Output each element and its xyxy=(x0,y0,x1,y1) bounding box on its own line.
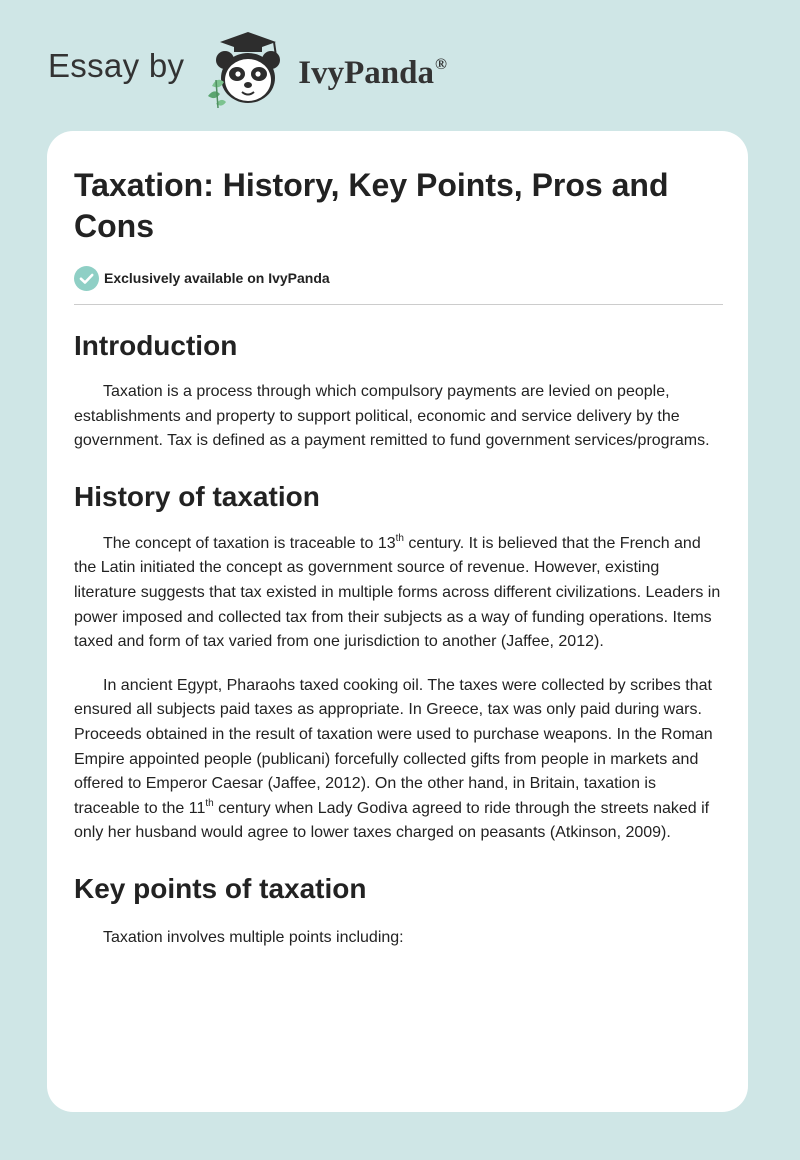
section-heading-introduction: Introduction xyxy=(74,330,238,361)
page-title: Taxation: History, Key Points, Pros and Cons xyxy=(74,167,669,244)
badge-text: Exclusively available on IvyPanda xyxy=(104,270,330,286)
paragraph-history-2 xyxy=(74,674,722,846)
paragraph-introduction: Taxation is a process through which compulsory payments are levied on people, establishments and property to support political, economic and service delivery by the government. Tax is defined as a payment remitted to fund government services/programs. xyxy=(74,383,710,450)
brand-header[interactable] xyxy=(48,30,447,110)
ordinal-suffix: th xyxy=(395,532,404,544)
paragraph-key-points: Taxation involves multiple points including: xyxy=(103,928,404,946)
exclusive-badge xyxy=(74,265,722,291)
panda-logo-icon xyxy=(198,30,294,110)
paragraph-history-1 xyxy=(74,532,722,655)
paragraph-text: The concept of taxation is traceable to 13 xyxy=(103,534,396,552)
paragraph-text: century when Lady Godiva agreed to ride through the streets naked if only her husband would agree to lower taxes charged on peasants (Atkinson, 2009). xyxy=(74,799,710,842)
brand-name xyxy=(298,55,447,92)
check-badge-icon xyxy=(74,266,99,291)
paragraph-text: century. It is believed that the French and the Latin initiated the concept as government source of revenue. However, existing literature suggests that tax existed in multiple forms across different civilizations. Leaders in power imposed and collected tax from their subjects as a way of funding operations. Items taxed and form of tax varied from one jurisdiction to another (Jaffee, 2012). xyxy=(74,534,721,651)
section-heading-history: History of taxation xyxy=(74,480,320,512)
brand-name-text: IvyPanda xyxy=(298,54,435,91)
section-heading-key-points: Key points of taxation xyxy=(74,872,367,904)
registered-mark: ® xyxy=(435,55,447,73)
brand-prefix: Essay by xyxy=(48,47,185,84)
title-divider xyxy=(74,304,723,305)
essay-card xyxy=(47,131,748,1112)
paragraph-text: In ancient Egypt, Pharaohs taxed cooking oil. The taxes were collected by scribes that ensured all subjects paid taxes as appropriate. In Greece, tax was only paid during wars. Proceeds obtained in the result of taxation were used to purchase weapons. In the Roman Empire appointed people (publicani) forcefully collected gifts from people in markets and offered to Emperor Caesar (Jaffee, 2012). On the other hand, in Britain, taxation is traceable to the 11 xyxy=(74,676,713,817)
ordinal-suffix: th xyxy=(205,797,214,809)
